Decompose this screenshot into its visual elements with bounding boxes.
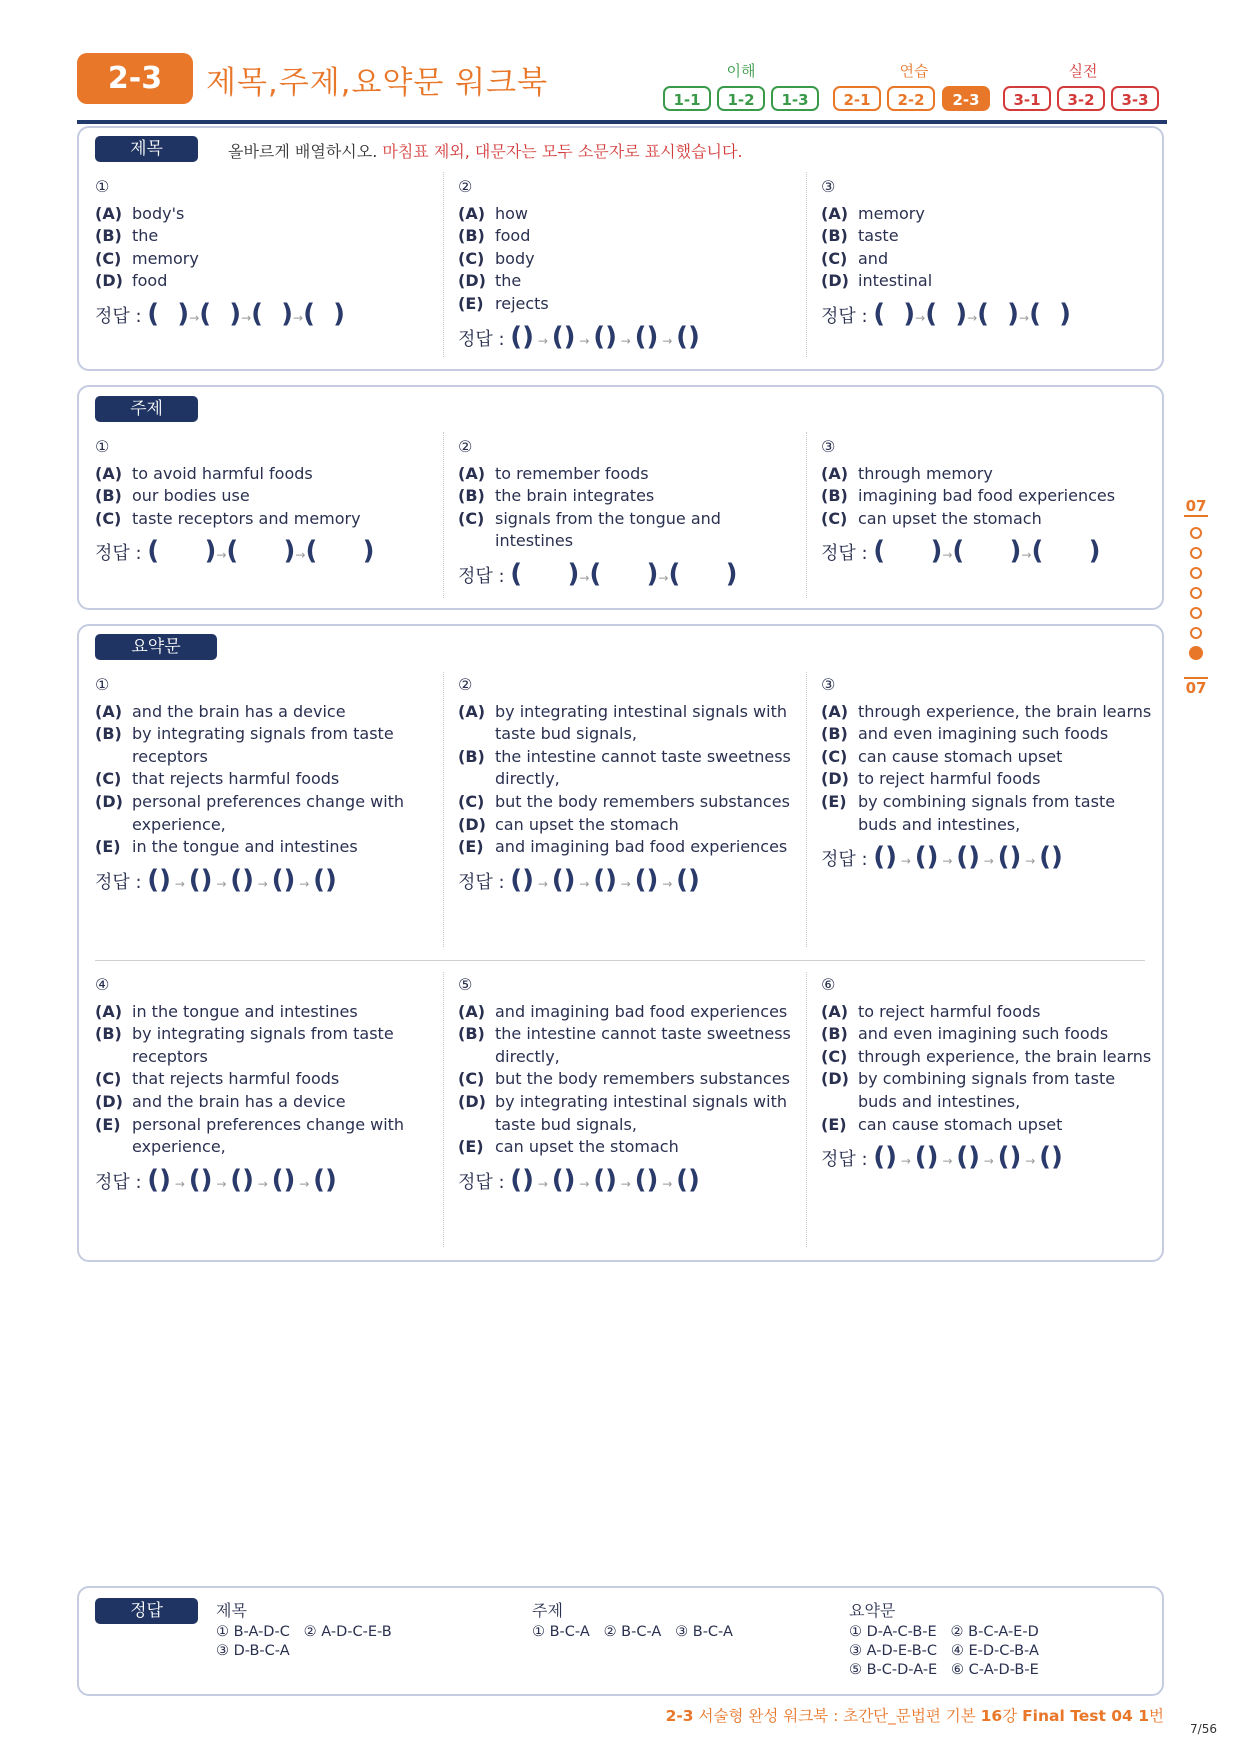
answer-slots[interactable]: 정답 : ( )→( )→( ) [821, 536, 1101, 567]
summary-section-label: 요약문 [95, 634, 217, 660]
answer-slots[interactable]: 정답 : () → () → () → () → () [821, 842, 1063, 873]
answer-topic-line: ① B-C-A ② B-C-A ③ B-C-A [532, 1624, 733, 1640]
nav-tab-2-1[interactable]: 2-1 [833, 86, 881, 111]
nav-tab-1-2[interactable]: 1-2 [717, 86, 765, 111]
answer-slots[interactable]: 정답 : () → () → () → () → () [95, 1164, 337, 1195]
answer-slots[interactable]: 정답 : ( )→( )→( ) [458, 558, 738, 589]
answer-topic-head: 주제 [532, 1601, 563, 1620]
answer-slots[interactable]: 정답 : () → () → () → () → () [458, 864, 700, 895]
summary-question-5: ⑤ (A) and imagining bad food experiences (B) the intestine cannot taste sweetness directly, (C) but the body remembers substances (D) by integrating intestinal signals with taste bud signals, (E) can upset the stomach 정답 : () → () → () → () → () [458, 974, 793, 1195]
nav-tab-1-3[interactable]: 1-3 [771, 86, 819, 111]
header-divider [77, 120, 1167, 124]
title-question-3: ③ (A) memory (B) taste (C) and (D) intestinal 정답 : ( )→( )→( )→( ) [821, 176, 1156, 330]
progress-dot [1190, 627, 1202, 639]
title-question-1: ① (A) body's (B) the (C) memory (D) food 정답 : ( )→( )→( )→( ) [95, 176, 430, 330]
group-label-real: 실전 [1068, 62, 1098, 80]
answer-key-label: 정답 [95, 1598, 198, 1624]
nav-tab-1-1[interactable]: 1-1 [663, 86, 711, 111]
nav-tab-3-2[interactable]: 3-2 [1057, 86, 1105, 111]
topic-question-1: ① (A) to avoid harmful foods (B) our bodies use (C) taste receptors and memory 정답 : ( )→( )→( ) [95, 436, 430, 567]
nav-tab-2-3[interactable]: 2-3 [942, 86, 990, 111]
topic-question-2: ② (A) to remember foods (B) the brain integrates (C) signals from the tongue and intestines 정답 : ( )→( )→( ) [458, 436, 793, 590]
answer-slots[interactable]: 정답 : () → () → () → () → () [95, 864, 337, 895]
answer-slots[interactable]: 정답 : () → () → () → () → () [821, 1142, 1063, 1173]
column-divider [443, 432, 444, 598]
progress-dot-current [1189, 646, 1203, 660]
column-divider [443, 972, 444, 1247]
summary-question-4: ④ (A) in the tongue and intestines (B) by integrating signals from taste receptors (C) that rejects harmful foods (D) and the brain has a device (E) personal preferences change with experience, 정답 : () → () → () → () → () [95, 974, 430, 1195]
answer-slots[interactable]: 정답 : ( )→( )→( ) [95, 536, 375, 567]
answer-slots[interactable]: 정답 : () → () → () → () → () [458, 321, 700, 352]
progress-dot [1190, 587, 1202, 599]
column-divider [443, 672, 444, 947]
answer-slots[interactable]: 정답 : ( )→( )→( )→( ) [821, 298, 1071, 329]
page-title: 제목,주제,요약문 워크북 [206, 65, 549, 101]
column-divider [806, 432, 807, 598]
column-divider [443, 172, 444, 357]
column-divider [806, 172, 807, 357]
answer-title-line: ① B-A-D-C ② A-D-C-E-B [216, 1624, 392, 1640]
progress-dot [1190, 567, 1202, 579]
answer-title-line: ③ D-B-C-A [216, 1643, 290, 1659]
nav-tab-2-2[interactable]: 2-2 [887, 86, 935, 111]
nav-tab-3-3[interactable]: 3-3 [1111, 86, 1159, 111]
answer-summary-line: ③ A-D-E-B-C ④ E-D-C-B-A [849, 1643, 1039, 1659]
column-divider [806, 972, 807, 1247]
group-label-practice: 연습 [899, 62, 929, 80]
summary-question-2: ② (A) by integrating intestinal signals with taste bud signals, (B) the intestine cannot taste sweetness directly, (C) but the body remembers substances (D) can upset the stomach (E) and imagining bad food experiences 정답 : () → () → () → () → () [458, 674, 793, 895]
footer-caption: 2-3 서술형 완성 워크북 : 초간단_문법편 기본 16강 Final Test 04 1번 [665, 1707, 1164, 1725]
instruction-text: 올바르게 배열하시오. 마침표 제외, 대문자는 모두 소문자로 표시했습니다. [228, 142, 743, 161]
side-page-number-bottom: 07 [1185, 679, 1207, 697]
answer-summary-line: ① D-A-C-B-E ② B-C-A-E-D [849, 1624, 1039, 1640]
title-section-label: 제목 [95, 136, 198, 162]
progress-dot [1190, 547, 1202, 559]
progress-dot [1190, 607, 1202, 619]
title-question-2: ② (A) how (B) food (C) body (D) the (E) rejects 정답 : () → () → () → () → () [458, 176, 793, 352]
summary-question-1: ① (A) and the brain has a device (B) by integrating signals from taste receptors (C) that rejects harmful foods (D) personal preferences change with experience, (E) in the tongue and intestines 정답 : () → () → () → () → () [95, 674, 430, 895]
topic-section-label: 주제 [95, 396, 198, 422]
answer-slots[interactable]: 정답 : ( )→( )→( )→( ) [95, 298, 345, 329]
side-page-number-top: 07 [1185, 497, 1207, 515]
progress-dot [1190, 527, 1202, 539]
answer-summary-head: 요약문 [849, 1601, 896, 1620]
nav-tab-3-1[interactable]: 3-1 [1003, 86, 1051, 111]
page-number: 7/56 [1190, 1722, 1217, 1736]
answer-title-head: 제목 [216, 1601, 247, 1620]
answer-slots[interactable]: 정답 : () → () → () → () → () [458, 1164, 700, 1195]
answer-summary-line: ⑤ B-C-D-A-E ⑥ C-A-D-B-E [849, 1662, 1039, 1678]
summary-question-6: ⑥ (A) to reject harmful foods (B) and even imagining such foods (C) through experience, the brain learns (D) by combining signals from taste buds and intestines, (E) can cause stomach upset 정답 : () → () → () → () → () [821, 974, 1156, 1173]
topic-question-3: ③ (A) through memory (B) imagining bad food experiences (C) can upset the stomach 정답 : ( )→( )→( ) [821, 436, 1156, 567]
group-label-understand: 이해 [726, 62, 756, 80]
summary-question-3: ③ (A) through experience, the brain learns (B) and even imagining such foods (C) can cause stomach upset (D) to reject harmful foods (E) by combining signals from taste buds and intestines, 정답 : () → () → () → () → () [821, 674, 1156, 873]
section-badge: 2-3 [77, 53, 193, 104]
row-divider [95, 960, 1145, 961]
column-divider [806, 672, 807, 947]
